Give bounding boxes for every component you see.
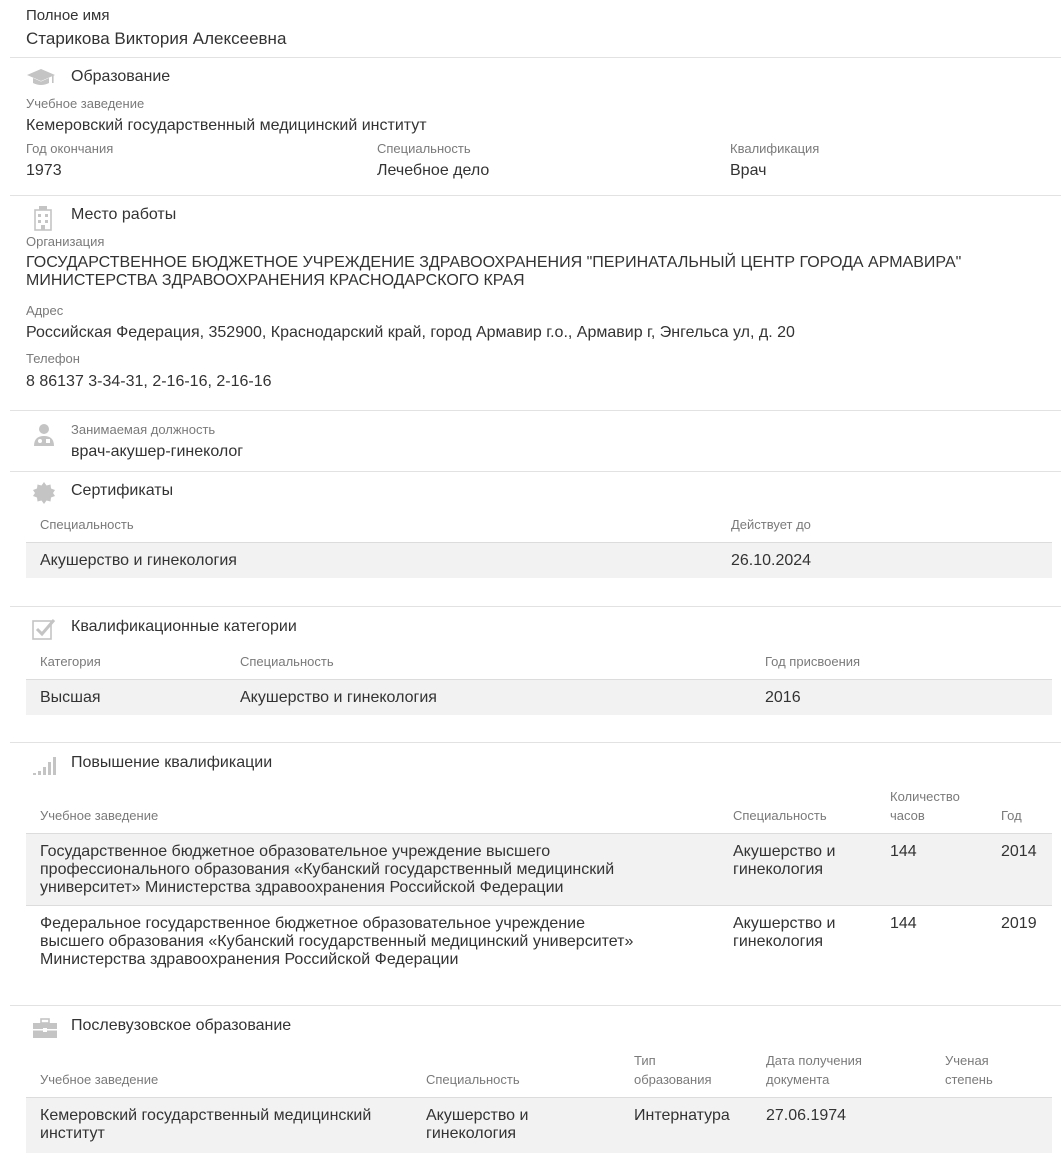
categories-col-specialty: Специальность bbox=[240, 654, 334, 669]
categories-col-year: Год присвоения bbox=[765, 654, 861, 669]
training-col-institution: Учебное заведение bbox=[40, 808, 159, 823]
workplace-org-line2: МИНИСТЕРСТВА ЗДРАВООХРАНЕНИЯ КРАСНОДАРСКОГО КРАЯ bbox=[26, 272, 525, 289]
postgrad-specialty: гинекология bbox=[426, 1125, 517, 1142]
workplace-address-label: Адрес bbox=[26, 303, 64, 318]
training-col-hours: Количество bbox=[890, 789, 960, 804]
certificate-specialty: Акушерство и гинекология bbox=[40, 552, 237, 569]
categories-title: Квалификационные категории bbox=[71, 618, 297, 635]
workplace-address: Российская Федерация, 352900, Краснодарский край, город Армавир г.о., Армавир г, Энгельса ул, д. 20 bbox=[26, 324, 795, 341]
workplace-title: Место работы bbox=[71, 206, 177, 223]
divider bbox=[10, 57, 1061, 58]
graduation-cap-icon bbox=[26, 66, 52, 88]
certificates-title: Сертификаты bbox=[71, 482, 174, 499]
training-year: 2019 bbox=[1001, 915, 1037, 932]
training-institution: профессионального образования «Кубанский государственный медицинский bbox=[40, 861, 615, 878]
postgrad-type: Интернатура bbox=[634, 1107, 730, 1124]
education-title: Образование bbox=[71, 68, 171, 85]
training-institution: Федеральное государственное бюджетное образовательное учреждение bbox=[40, 915, 585, 932]
postgrad-col-institution: Учебное заведение bbox=[40, 1072, 159, 1087]
full-name-value: Старикова Виктория Алексеевна bbox=[26, 29, 287, 48]
training-col-hours-2: часов bbox=[890, 808, 925, 823]
position-label: Занимаемая должность bbox=[71, 422, 216, 437]
category-value: Высшая bbox=[40, 689, 101, 706]
education-year: 1973 bbox=[26, 162, 62, 179]
education-specialty-label: Специальность bbox=[377, 141, 471, 156]
education-specialty: Лечебное дело bbox=[377, 162, 490, 179]
workplace-org-label: Организация bbox=[26, 234, 105, 249]
training-specialty: гинекология bbox=[733, 933, 824, 950]
training-institution: Государственное бюджетное образовательное учреждение высшего bbox=[40, 843, 551, 860]
doctor-icon bbox=[32, 422, 58, 444]
advanced-training-title: Повышение квалификации bbox=[71, 754, 273, 771]
certificates-col-specialty: Специальность bbox=[40, 517, 134, 532]
certificate-seal-icon bbox=[32, 481, 58, 503]
training-institution: университет» Министерства здравоохранения Российской Федерации bbox=[40, 879, 564, 896]
education-qualification-label: Квалификация bbox=[730, 141, 820, 156]
signal-bars-icon bbox=[32, 754, 58, 776]
training-institution: Министерства здравоохранения Российской Федерации bbox=[40, 951, 459, 968]
briefcase-icon bbox=[32, 1017, 58, 1039]
training-year: 2014 bbox=[1001, 843, 1037, 860]
workplace-org-line1: ГОСУДАРСТВЕННОЕ БЮДЖЕТНОЕ УЧРЕЖДЕНИЕ ЗДРАВООХРАНЕНИЯ "ПЕРИНАТАЛЬНЫЙ ЦЕНТР ГОРОДА АРМАВИРА" bbox=[26, 254, 962, 271]
postgrad-col-date-2: документа bbox=[766, 1072, 830, 1087]
position-value: врач-акушер-гинеколог bbox=[71, 443, 244, 460]
education-year-label: Год окончания bbox=[26, 141, 114, 156]
row-divider bbox=[26, 905, 1052, 906]
training-col-year: Год bbox=[1001, 808, 1022, 823]
category-year: 2016 bbox=[765, 689, 801, 706]
postgrad-col-specialty: Специальность bbox=[426, 1072, 520, 1087]
divider bbox=[10, 742, 1061, 743]
divider bbox=[10, 606, 1061, 607]
training-specialty: Акушерство и bbox=[733, 843, 836, 860]
postgrad-col-degree: Ученая bbox=[945, 1053, 989, 1068]
table-row bbox=[26, 679, 1052, 715]
full-name-label: Полное имя bbox=[26, 7, 110, 24]
postgrad-date: 27.06.1974 bbox=[766, 1107, 847, 1124]
postgrad-specialty: Акушерство и bbox=[426, 1107, 529, 1124]
workplace-phone-label: Телефон bbox=[26, 351, 80, 366]
building-icon bbox=[32, 205, 58, 227]
certificates-col-valid: Действует до bbox=[731, 517, 811, 532]
training-hours: 144 bbox=[890, 915, 917, 932]
postgraduate-title: Послевузовское образование bbox=[71, 1017, 292, 1034]
education-institution-label: Учебное заведение bbox=[26, 96, 145, 111]
education-institution: Кемеровский государственный медицинский институт bbox=[26, 117, 427, 134]
training-col-specialty: Специальность bbox=[733, 808, 827, 823]
workplace-phone: 8 86137 3-34-31, 2-16-16, 2-16-16 bbox=[26, 373, 272, 390]
training-specialty: Акушерство и bbox=[733, 915, 836, 932]
education-qualification: Врач bbox=[730, 162, 767, 179]
certificate-valid-until: 26.10.2024 bbox=[731, 552, 812, 569]
divider bbox=[10, 1005, 1061, 1006]
categories-col-category: Категория bbox=[40, 654, 101, 669]
category-specialty: Акушерство и гинекология bbox=[240, 689, 437, 706]
divider bbox=[10, 195, 1061, 196]
postgrad-col-degree-2: степень bbox=[945, 1072, 993, 1087]
postgrad-institution: институт bbox=[40, 1125, 105, 1142]
divider bbox=[10, 471, 1061, 472]
postgrad-col-type: Тип bbox=[634, 1053, 656, 1068]
training-hours: 144 bbox=[890, 843, 917, 860]
table-row bbox=[26, 1097, 1052, 1153]
postgrad-institution: Кемеровский государственный медицинский bbox=[40, 1107, 372, 1124]
training-institution: высшего образования «Кубанский государственный медицинский университет» bbox=[40, 933, 634, 950]
training-specialty: гинекология bbox=[733, 861, 824, 878]
divider bbox=[10, 410, 1061, 411]
postgrad-col-date: Дата получения bbox=[766, 1053, 862, 1068]
checkbox-checked-icon bbox=[32, 618, 58, 640]
postgrad-col-type-2: образования bbox=[634, 1072, 712, 1087]
